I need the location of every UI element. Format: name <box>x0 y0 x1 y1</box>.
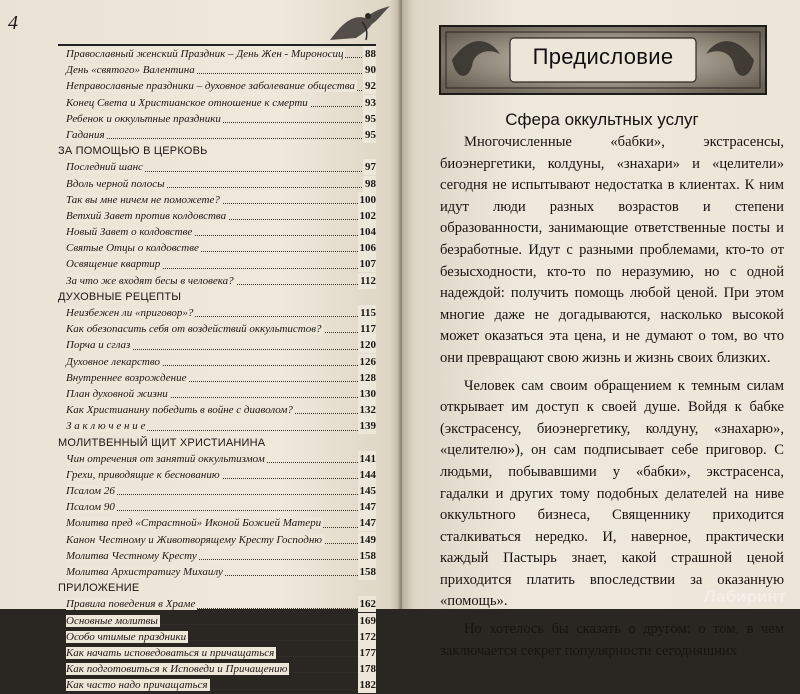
toc-entry <box>58 46 376 62</box>
toc-entry-title: День «святого» Валентина <box>66 64 195 77</box>
dot-leader <box>66 138 376 139</box>
toc-entry <box>58 111 376 127</box>
toc-entry-title: З а к л ю ч е н и е <box>66 420 146 433</box>
page-number: 4 <box>8 12 18 34</box>
toc-entry-title: Внутреннее возрождение <box>66 371 187 384</box>
toc-entry-title: Как Христианину победить в войне с диаволом? <box>66 404 293 417</box>
paragraph: Человек сам своим обращением к темным силам открывает им доступ к своей душе. Войдя к бабке (экстрасенсу, биоэнергетику, колдуну, «знахарю», «целителю»), он сам подписывает себе приговор. С людьми, побывавшими у «бабки», экстрасенса, гадалки и других тому подобных делателей на ниве оккультного бизнеса, Священнику приходится сталкиваться нередко. И, наверное, практически каждый Пастырь знает, какой страшной ценой приходится платить впоследствии за оказанную «помощь». <box>440 377 784 610</box>
toc-entry-page: 178 <box>359 663 376 676</box>
toc-entry-page: 98 <box>365 177 376 190</box>
toc-entry-page: 147 <box>359 517 376 530</box>
toc-entry-title: Молитва Честному Кресту <box>66 549 197 562</box>
toc-entry <box>58 95 376 111</box>
toc-entry-title: За что же входят бесы в человека? <box>66 274 234 287</box>
toc-entry-page: 117 <box>360 323 376 336</box>
toc-entry <box>58 402 376 418</box>
toc-entry-page: 172 <box>359 630 376 643</box>
toc-entry-title: Ветхий Завет против колдовства <box>66 209 227 222</box>
toc-entry-title: Как обезопасить себя от воздействий оккультистов? <box>66 323 322 336</box>
toc-entry <box>58 629 376 645</box>
body-text <box>440 132 784 662</box>
toc-entry-page: 97 <box>365 161 376 174</box>
toc-entry-title: Конец Света и Христианское отношение к смерти <box>66 96 308 109</box>
toc-entry <box>58 596 376 612</box>
paragraph: Многочисленные «бабки», экстрасенсы, биоэнергетики, колдуны, «знахари» и «целители» сегодня не испытывают недостатка в клиентах. К ним идут люди разных возрастов и степени образованности, занимающие ответственные посты и безработные. Идут с разными проблемами, кто-то от безысходности, кто-то по неразумию, но с одной надеждой: получить помощь любой ценой. При этом многие даже не догадываются, насколько высокой может оказаться эта цена, и не думают о том, во что они превращают свою жизнь и жизнь своих близких. <box>440 134 784 366</box>
toc-entry-page: 102 <box>359 209 376 222</box>
toc-entry <box>58 208 376 224</box>
toc-entry-page: 145 <box>359 485 376 498</box>
angel-ornament-icon <box>322 4 392 44</box>
toc-entry-page: 149 <box>359 533 376 546</box>
toc-entry <box>58 564 376 580</box>
toc-entry-page: 147 <box>359 501 376 514</box>
toc-entry-page: 130 <box>359 387 376 400</box>
toc-entry-page: 139 <box>359 420 376 433</box>
toc-entry-title: Ребенок и оккультные праздники <box>66 112 221 125</box>
toc-entry-page: 177 <box>359 646 376 659</box>
toc-entry-page: 92 <box>365 80 376 93</box>
toc-entry-page: 90 <box>365 64 376 77</box>
toc-entry-page: 169 <box>359 614 376 627</box>
toc-entry-title: План духовной жизни <box>66 387 168 400</box>
toc-entry-title: Молитва Архистратигу Михаилу <box>66 566 223 578</box>
toc-entry-title: Чин отречения от занятий оккультизмом <box>66 452 265 465</box>
toc-entry <box>58 240 376 256</box>
right-page <box>402 0 800 659</box>
toc-entry <box>58 483 376 499</box>
toc-entry-title: Гадания <box>66 128 105 141</box>
toc-entry-title: Неизбежен ли «приговор»? <box>66 307 194 319</box>
toc-entry-page: 158 <box>359 566 376 578</box>
toc-entry-title: Освящение квартир <box>66 258 161 271</box>
toc-entry-page: 107 <box>359 258 376 271</box>
toc-entry <box>58 467 376 483</box>
toc-entry-title: Грехи, приводящие к беснованию <box>66 468 220 481</box>
toc-entry-title: Православный женский Праздник – День Жен - Мироносиц <box>66 48 344 60</box>
toc-entry-title: Неправославные праздники – духовное заболевание общества <box>66 80 355 93</box>
table-of-contents <box>58 46 376 694</box>
toc-entry <box>58 321 376 337</box>
toc-entry-page: 120 <box>359 339 376 352</box>
toc-entry <box>58 62 376 78</box>
toc-entry <box>58 159 376 175</box>
toc-entry-page: 93 <box>365 96 376 109</box>
toc-entry-title: Молитва пред «Страстной» Иконой Божией Матери <box>66 517 322 530</box>
toc-entry <box>58 418 376 434</box>
toc-entry <box>58 548 376 564</box>
toc-entry-page: 112 <box>360 274 376 287</box>
toc-entry-title: Новый Завет о колдовстве <box>66 226 193 239</box>
toc-entry-title: Так вы мне ничем не поможете? <box>66 193 220 206</box>
toc-entry <box>58 337 376 353</box>
toc-entry-page: 162 <box>359 598 376 611</box>
toc-entry-page: 141 <box>359 452 376 465</box>
toc-entry-page: 100 <box>359 193 376 206</box>
toc-entry-page: 126 <box>359 355 376 368</box>
toc-entry-page: 95 <box>365 112 376 125</box>
toc-entry <box>58 273 376 289</box>
toc-entry-title: Духовное лекарство <box>66 355 160 368</box>
toc-entry <box>58 515 376 531</box>
toc-section-heading: ДУХОВНЫЕ РЕЦЕПТЫ <box>58 290 182 303</box>
toc-entry <box>58 256 376 272</box>
toc-entry <box>58 677 376 693</box>
toc-entry <box>58 370 376 386</box>
toc-entry-title: Вдоль черной полосы <box>66 177 165 190</box>
toc-entry-title: Псалом 26 <box>66 485 115 498</box>
toc-entry <box>58 78 376 94</box>
toc-entry-title: Как подготовиться к Исповеди и Причащению <box>66 663 288 676</box>
toc-entry-page: 115 <box>360 307 376 319</box>
toc-entry-title: Правила поведения в Храме <box>66 598 196 611</box>
toc-entry <box>58 192 376 208</box>
toc-entry-title: Особо чтимые праздники <box>66 630 187 643</box>
toc-entry-title: Как начать исповедоваться и причащаться <box>66 646 275 659</box>
toc-entry-page: 106 <box>359 242 376 255</box>
toc-entry-page: 88 <box>365 48 376 60</box>
page-title: Предисловие <box>532 44 674 69</box>
toc-entry <box>58 354 376 370</box>
toc-section-heading: ЗА ПОМОЩЬЮ В ЦЕРКОВЬ <box>58 145 208 158</box>
toc-entry-page: 128 <box>359 371 376 384</box>
toc-entry-title: Последний шанс <box>66 161 143 174</box>
toc-section-heading: МОЛИТВЕННЫЙ ЩИТ ХРИСТИАНИНА <box>58 436 266 449</box>
paragraph: Но хотелось бы сказать о другом: о том, в чем заключается секрет популярности сегодняшних <box>440 621 784 659</box>
toc-entry <box>58 176 376 192</box>
toc-entry-page: 158 <box>359 549 376 562</box>
toc-entry-title: Канон Честному и Животворящему Кресту Господню <box>66 533 323 546</box>
toc-entry <box>58 613 376 629</box>
watermark-label: Лабиринт <box>703 587 786 606</box>
toc-entry-title: Основные молитвы <box>66 614 158 627</box>
toc-entry-page: 95 <box>365 128 376 141</box>
toc-entry-page: 104 <box>359 226 376 239</box>
toc-entry-title: Псалом 90 <box>66 501 115 514</box>
toc-entry <box>58 451 376 467</box>
toc-entry-page: 182 <box>359 679 376 692</box>
toc-entry <box>58 532 376 548</box>
toc-entry-title: Порча и сглаз <box>66 339 131 352</box>
toc-entry <box>58 224 376 240</box>
toc-entry <box>58 645 376 661</box>
toc-entry <box>58 499 376 515</box>
toc-entry <box>58 661 376 677</box>
toc-entry-page: 132 <box>359 404 376 417</box>
section-subtitle: Сфера оккультных услуг <box>505 110 699 129</box>
toc-entry-title: Святые Отцы о колдовстве <box>66 242 199 255</box>
toc-entry-page: 144 <box>359 468 376 481</box>
toc-entry <box>58 127 376 143</box>
toc-entry-title: Как часто надо причащаться <box>66 679 208 692</box>
toc-section-heading: ПРИЛОЖЕНИЕ <box>58 582 140 595</box>
toc-entry <box>58 386 376 402</box>
toc-entry <box>58 305 376 321</box>
